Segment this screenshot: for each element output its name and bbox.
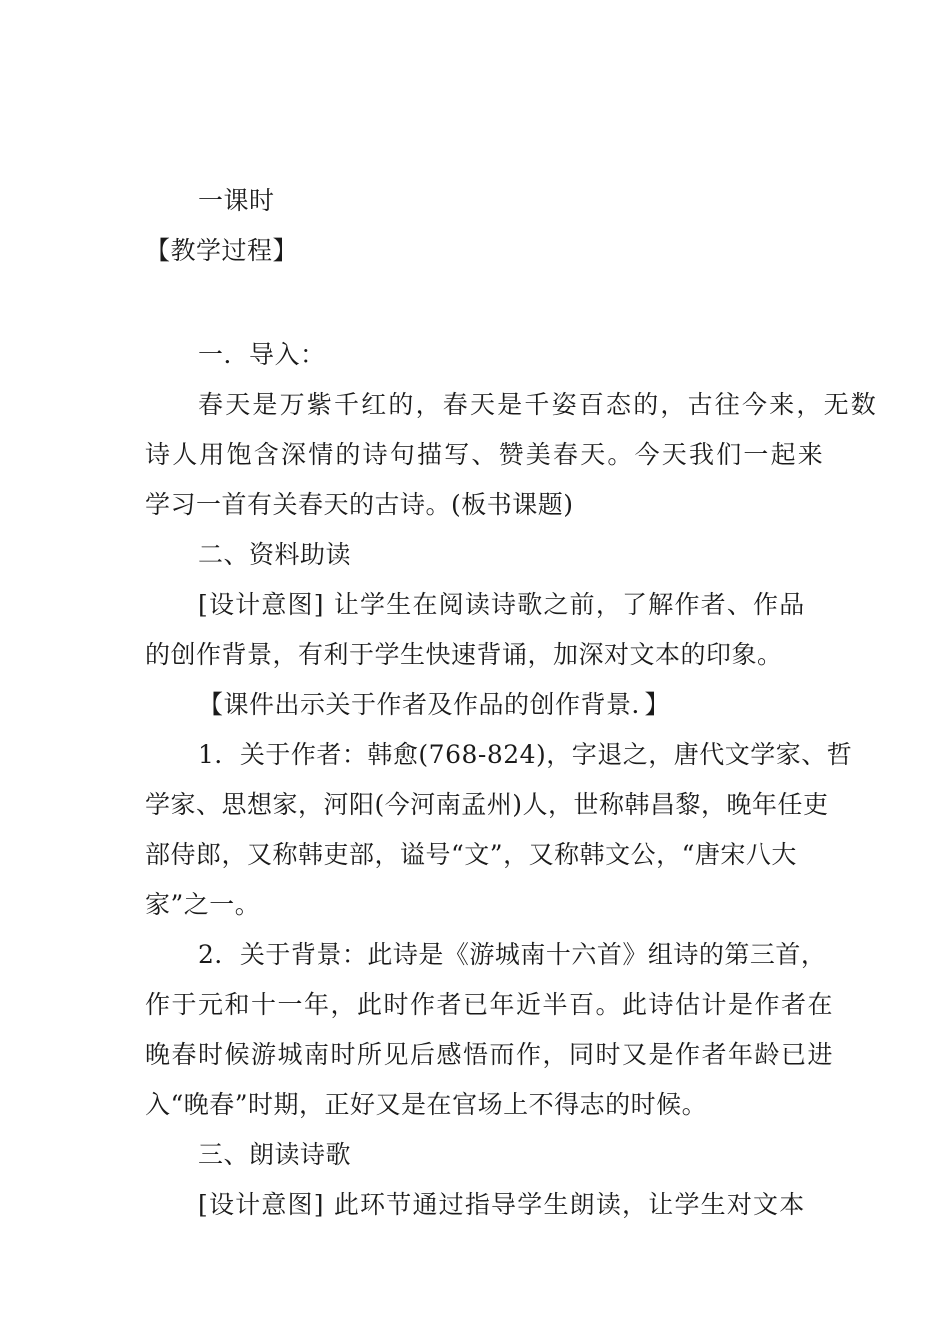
background-paragraph-line-3: 晚春时候游城南时所见后感悟而作，同时又是作者年龄已进 xyxy=(145,1040,835,1069)
teaching-process-heading: 【教学过程】 xyxy=(145,236,299,265)
design-intent-line-1: [设计意图] 让学生在阅读诗歌之前，了解作者、作品 xyxy=(198,590,806,619)
lesson-period-line: 一课时 xyxy=(198,186,275,215)
courseware-note: 【课件出示关于作者及作品的创作背景．】 xyxy=(198,690,671,719)
intro-paragraph-line-1: 春天是万紫千红的，春天是千姿百态的，古往今来，无数 xyxy=(198,390,879,419)
intro-paragraph-line-3: 学习一首有关春天的古诗。(板书课题) xyxy=(145,490,574,519)
background-paragraph-line-2: 作于元和十一年，此时作者已年近半百。此诗估计是作者在 xyxy=(145,990,835,1019)
section-reading-aid-heading: 二、资料助读 xyxy=(198,540,352,569)
author-paragraph-line-4: 家”之一。 xyxy=(145,890,261,919)
background-paragraph-line-1: 2．关于背景：此诗是《游城南十六首》组诗的第三首， xyxy=(198,940,827,969)
intro-paragraph-line-2: 诗人用饱含深情的诗句描写、赞美春天。今天我们一起来 xyxy=(145,440,826,469)
background-paragraph-line-4: 入“晚春”时期，正好又是在官场上不得志的时候。 xyxy=(145,1090,708,1119)
recitation-design-intent-line: [设计意图] 此环节通过指导学生朗读，让学生对文本 xyxy=(198,1190,806,1219)
design-intent-line-2: 的创作背景，有利于学生快速背诵，加深对文本的印象。 xyxy=(145,640,783,669)
author-paragraph-line-3: 部侍郎，又称韩吏部，谥号“文”，又称韩文公，“唐宋八大 xyxy=(145,840,797,869)
section-intro-heading: 一．导入： xyxy=(198,340,326,369)
section-recitation-heading: 三、朗读诗歌 xyxy=(198,1140,352,1169)
author-paragraph-line-1: 1．关于作者：韩愈(768-824)，字退之，唐代文学家、哲 xyxy=(198,740,853,769)
author-paragraph-line-2: 学家、思想家，河阳(今河南孟州)人，世称韩昌黎，晚年任吏 xyxy=(145,790,829,819)
